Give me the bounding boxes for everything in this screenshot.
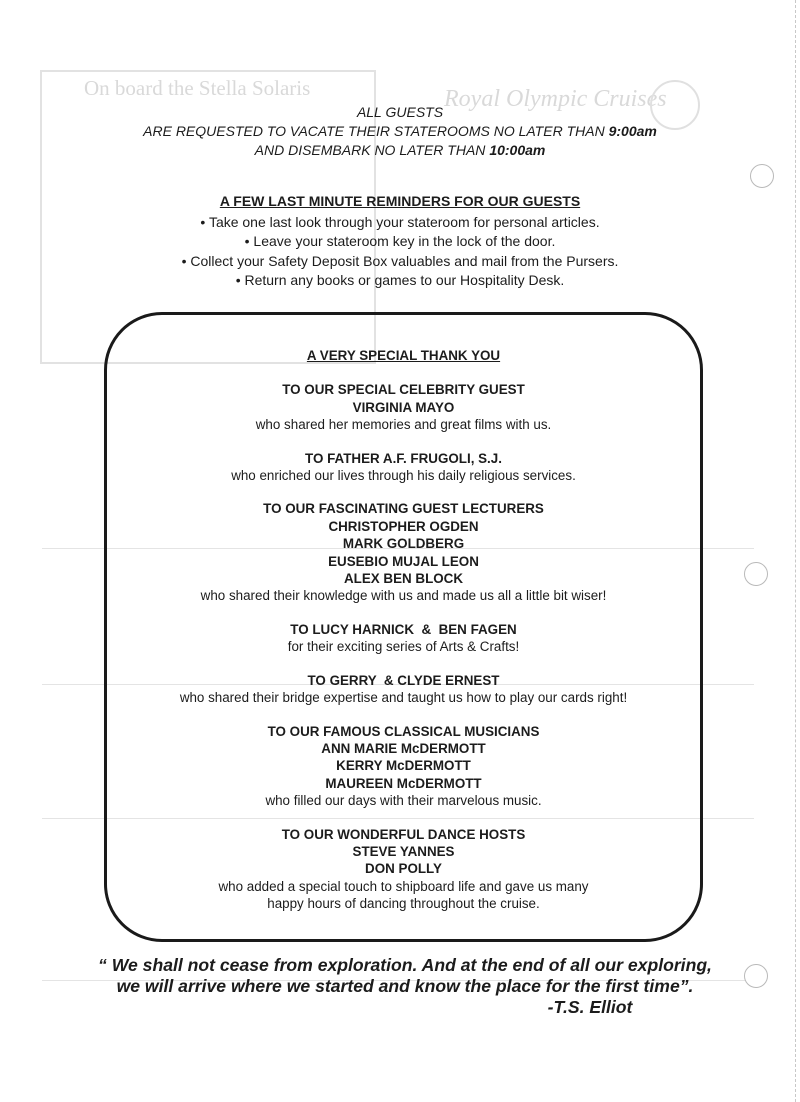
group-description: happy hours of dancing throughout the cruise. <box>267 896 540 912</box>
group-heading: TO OUR WONDERFUL DANCE HOSTS <box>281 826 526 842</box>
guest-name: ALEX BEN BLOCK <box>343 571 464 587</box>
group-description: who shared their bridge expertise and taught us how to play our cards right! <box>179 690 628 706</box>
guest-name: KERRY McDERMOTT <box>336 758 471 774</box>
reminder-item: • Return any books or games to our Hospitality Desk. <box>90 271 710 291</box>
guest-name: MAUREEN McDERMOTT <box>325 775 482 791</box>
guest-name: ANN MARIE McDERMOTT <box>321 740 486 756</box>
bleed-through-brand: Royal Olympic Cruises <box>444 86 667 112</box>
group-description: who enriched our lives through his daily religious services. <box>231 468 576 484</box>
quote-author: -T.S. Elliot <box>547 997 633 1017</box>
reminders-section <box>90 192 710 291</box>
disembark-notice <box>60 103 740 160</box>
group-description: who added a special touch to shipboard life and gave us many <box>218 878 589 894</box>
guest-name: CHRISTOPHER OGDEN <box>328 518 479 534</box>
notice-line: ALL GUESTS <box>356 104 444 120</box>
punch-hole <box>750 164 774 188</box>
punch-hole <box>744 562 768 586</box>
bleed-through-ship: On board the Stella Solaris <box>84 76 311 100</box>
closing-quote <box>60 955 750 997</box>
group-heading: TO OUR FASCINATING GUEST LECTURERS <box>263 501 544 517</box>
thanks-group-celebrity <box>107 381 700 433</box>
page-edge <box>795 0 800 1102</box>
group-heading: TO GERRY & CLYDE ERNEST <box>307 672 500 688</box>
group-heading: TO FATHER A.F. FRUGOLI, S.J. <box>305 450 502 466</box>
guest-name: MARK GOLDBERG <box>342 536 465 552</box>
reminder-item: • Leave your stateroom key in the lock of the door. <box>90 232 710 252</box>
thank-you-section <box>107 347 700 929</box>
disembark-time: 10:00am <box>489 142 546 158</box>
thanks-group-lecturers <box>107 500 700 604</box>
group-description: who shared her memories and great films with us. <box>255 417 552 433</box>
guest-name: EUSEBIO MUJAL LEON <box>328 553 479 569</box>
notice-line: AND DISEMBARK NO LATER THAN 10:00am <box>254 142 546 158</box>
group-description: who filled our days with their marvelous music. <box>265 793 542 809</box>
quote-line: “ We shall not cease from exploration. And at the end of all our exploring, <box>98 955 712 975</box>
thanks-group-bridge <box>107 672 700 707</box>
group-heading: TO OUR FAMOUS CLASSICAL MUSICIANS <box>267 723 540 739</box>
thank-you-title: A VERY SPECIAL THANK YOU <box>306 348 501 363</box>
group-description: who shared their knowledge with us and made us all a little bit wiser! <box>200 588 607 604</box>
reminder-item: • Collect your Safety Deposit Box valuables and mail from the Pursers. <box>90 252 710 272</box>
thanks-group-dance-hosts <box>107 826 700 913</box>
group-description: for their exciting series of Arts & Crafts! <box>287 639 520 655</box>
notice-line: ARE REQUESTED TO VACATE THEIR STATEROOMS NO LATER THAN 9:00am <box>143 123 657 139</box>
group-heading: TO LUCY HARNICK & BEN FAGEN <box>290 621 517 637</box>
guest-name: DON POLLY <box>365 861 442 877</box>
thanks-group-musicians <box>107 723 700 810</box>
guest-name: VIRGINIA MAYO <box>352 399 455 415</box>
group-heading: TO OUR SPECIAL CELEBRITY GUEST <box>282 382 525 398</box>
guest-name: STEVE YANNES <box>352 843 455 859</box>
reminders-title: A FEW LAST MINUTE REMINDERS FOR OUR GUESTS <box>219 193 581 209</box>
thanks-group-arts-crafts <box>107 621 700 656</box>
thanks-group-father <box>107 450 700 485</box>
reminder-item: • Take one last look through your stateroom for personal articles. <box>90 213 710 233</box>
quote-line: we will arrive where we started and know the place for the first time”. <box>116 976 694 996</box>
vacate-time: 9:00am <box>608 123 657 139</box>
